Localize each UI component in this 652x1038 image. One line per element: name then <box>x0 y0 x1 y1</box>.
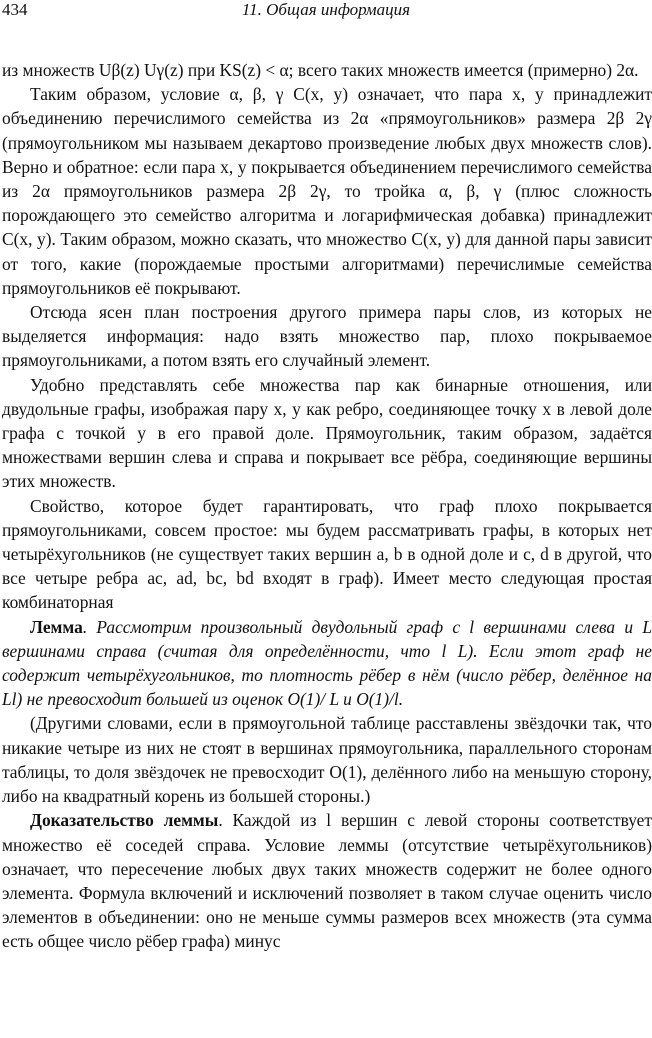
lemma-title: Лемма <box>30 616 83 637</box>
page-header <box>0 0 652 22</box>
paragraph-text: Удобно представлять себе множества пар как бинарные отношения, или двудольные графы, изображая пару x, y как ребро, соединяющее точку x в левой доле графа с точкой y в его правой доле. Прямоугольник, таким образом, задаётся множествами вершин слева и справа и покрывает все рёбра, соединяющие вершины этих множеств. <box>2 374 652 492</box>
paragraph-text: Отсюда ясен план построения другого примера пары слов, из которых не выделяется информация: надо взять множество пар, плохо покрываемое прямоугольниками, а потом взять его случайный элемент. <box>2 302 652 371</box>
paragraph-text: (Другими словами, если в прямоугольной таблице расставлены звёздочки так, что никакие четыре из них не стоят в вершинах прямоугольника, параллельного сторонам таблицы, то доля звёздочек не превосходит O(1), делённого либо на меньшую сторону, либо на квадратный корень из большей стороны.) <box>2 713 652 807</box>
page-number: 434 <box>2 0 28 19</box>
paragraph-text: из множеств Uβ(z) Uγ(z) при KS(z) < α; всего таких множеств имеется (примерно) 2α. <box>2 60 639 80</box>
proof-title: Доказательство леммы <box>30 810 219 831</box>
proof-text: . Каждой из l вершин с левой стороны соответствует множество её соседей справа. Условие леммы (отсутствие четырёхугольников) означает, что пересечение любых двух таких множеств содержит не более одного элемента. Формула включений и исключений позволяет в таком случае оценить число элементов в объединении: оно не меньше суммы размеров всех множеств (эта сумма есть общее число рёбер графа) минус <box>2 810 652 952</box>
lemma-statement <box>2 615 652 712</box>
paragraph-text: Свойство, которое будет гарантировать, что граф плохо покрывается прямоугольниками, совсем простое: мы будем рассматривать графы, в которых нет четырёхугольников (не существует таких вершин a, b в одной доле и c, d в другой, что все четыре ребра ac, ad, bc, bd входят в граф). Имеет место следующая простая комбинаторная <box>2 495 652 613</box>
paragraph-quadrilaterals <box>2 494 652 615</box>
running-head: 11. Общая информация <box>241 0 411 19</box>
paragraph-continuation <box>2 58 652 82</box>
paragraph-bipartite-graphs <box>2 373 652 494</box>
lemma-proof <box>2 808 652 953</box>
paragraph-rectangles <box>2 82 652 300</box>
paragraph-plan <box>2 300 652 373</box>
body-text <box>2 58 652 954</box>
paragraph-text: Таким образом, условие α, β, γ C(x, y) означает, что пара x, y принадлежит объединению перечислимого семейства из 2α «прямоугольников» размера 2β 2γ (прямоугольником мы называем декартово произведение любых двух множеств слов). Верно и обратное: если пара x, y покрывается объединением перечислимого семейства из 2α прямоугольников размера 2β 2γ, то тройка α, β, γ (плюс сложность порождающего это семейство алгоритма и логарифмическая добавка) принадлежит C(x, y). Таким образом, можно сказать, что множество C(x, y) для данной пары зависит от того, какие (порождаемые простыми алгоритмами) перечислимые семейства прямоугольников её покрывают. <box>2 84 652 298</box>
paragraph-table-restatement <box>2 711 652 808</box>
lemma-text: . Рассмотрим произвольный двудольный граф с l вершинами слева и L вершинами справа (считая для определённости, что l L). Если этот граф не содержит четырёхугольников, то плотность рёбер в нём (число рёбер, делённое на Ll) не превосходит большей из оценок O(1)/ L и O(1)/l. <box>2 616 652 710</box>
